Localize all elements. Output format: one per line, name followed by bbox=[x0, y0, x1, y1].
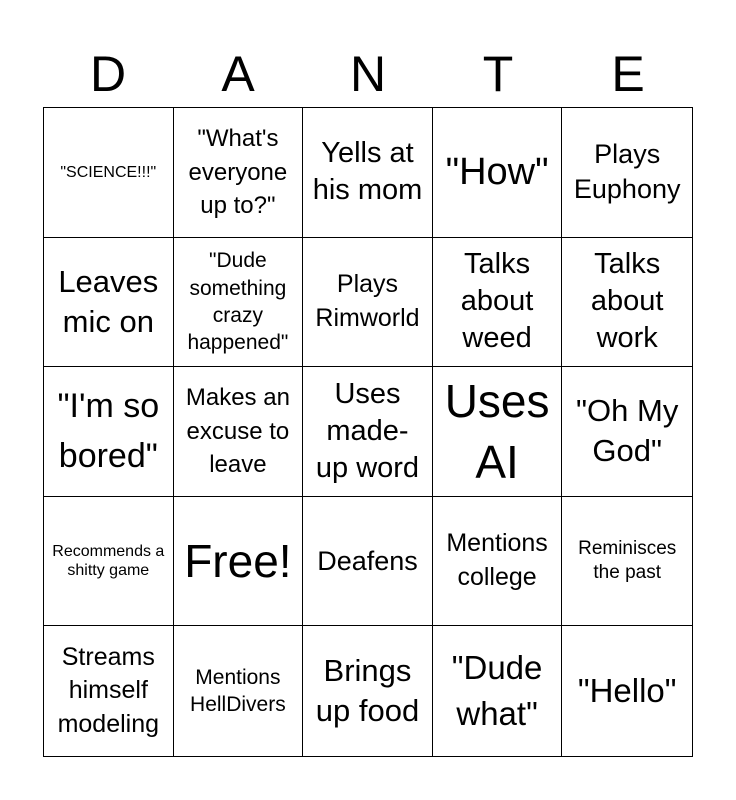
bingo-cell-text: Recommends a shitty game bbox=[52, 542, 165, 580]
bingo-cell[interactable] bbox=[174, 238, 304, 368]
bingo-cell-text: Free! bbox=[184, 534, 292, 587]
header-letter-e: E bbox=[611, 46, 645, 102]
bingo-cell[interactable] bbox=[174, 626, 304, 756]
bingo-cell-text: "Oh My God" bbox=[576, 393, 679, 469]
bingo-cell-text: Makes an excuse to leave bbox=[185, 384, 290, 479]
bingo-cell[interactable] bbox=[562, 238, 692, 368]
bingo-cell[interactable] bbox=[44, 108, 174, 238]
bingo-cell-text: Uses made-up word bbox=[315, 377, 420, 485]
bingo-cell-text: "Dude something crazy happened" bbox=[187, 249, 289, 355]
bingo-cell-text: Leaves mic on bbox=[58, 263, 159, 339]
bingo-cell-text: Uses AI bbox=[444, 374, 550, 488]
bingo-cell[interactable] bbox=[174, 497, 304, 627]
bingo-cell-text: Streams himself modeling bbox=[57, 642, 160, 739]
bingo-cell-text: "Hello" bbox=[577, 672, 677, 710]
bingo-cell[interactable] bbox=[303, 497, 433, 627]
bingo-cell[interactable] bbox=[44, 367, 174, 497]
bingo-cell[interactable] bbox=[562, 626, 692, 756]
bingo-cell-text: "How" bbox=[445, 150, 549, 193]
bingo-cell[interactable] bbox=[174, 108, 304, 238]
bingo-cell[interactable] bbox=[303, 238, 433, 368]
bingo-cell-text: Talks about weed bbox=[460, 248, 534, 355]
bingo-cell-text: "I'm so bored" bbox=[57, 387, 160, 476]
bingo-cell[interactable] bbox=[433, 108, 563, 238]
bingo-cell-text: "Dude what" bbox=[451, 649, 543, 733]
bingo-cell[interactable] bbox=[303, 626, 433, 756]
bingo-cell-text: Mentions HellDivers bbox=[190, 665, 286, 717]
bingo-cell[interactable] bbox=[562, 497, 692, 627]
bingo-cell[interactable] bbox=[433, 626, 563, 756]
bingo-cell[interactable] bbox=[562, 108, 692, 238]
bingo-cell[interactable] bbox=[433, 238, 563, 368]
bingo-cell[interactable] bbox=[303, 367, 433, 497]
bingo-board bbox=[43, 107, 693, 757]
header-letter-a: A bbox=[221, 46, 255, 102]
bingo-cell[interactable] bbox=[433, 497, 563, 627]
header-letter-d: D bbox=[89, 46, 127, 102]
bingo-cell[interactable] bbox=[433, 367, 563, 497]
bingo-cell-text: Talks about work bbox=[590, 248, 664, 355]
bingo-cell-text: Brings up food bbox=[315, 652, 420, 729]
bingo-cell[interactable] bbox=[44, 497, 174, 627]
bingo-cell[interactable] bbox=[174, 367, 304, 497]
bingo-cell[interactable] bbox=[303, 108, 433, 238]
bingo-cell-text: Yells at his mom bbox=[312, 137, 423, 207]
header-letter-n: N bbox=[349, 46, 387, 102]
bingo-cell-text: Mentions college bbox=[446, 529, 548, 592]
bingo-cell-text: "SCIENCE!!!" bbox=[60, 163, 157, 181]
header-letter-t: T bbox=[482, 46, 514, 102]
bingo-cell[interactable] bbox=[44, 238, 174, 368]
bingo-cell-text: "What's everyone up to?" bbox=[188, 124, 288, 220]
bingo-cell-text: Plays Rimworld bbox=[315, 270, 420, 332]
bingo-header bbox=[43, 40, 693, 108]
bingo-cell-text: Reminisces the past bbox=[578, 538, 677, 584]
bingo-cell-text: Plays Euphony bbox=[573, 139, 681, 205]
bingo-cell-text: Deafens bbox=[317, 545, 418, 576]
bingo-cell[interactable] bbox=[44, 626, 174, 756]
bingo-cell[interactable] bbox=[562, 367, 692, 497]
